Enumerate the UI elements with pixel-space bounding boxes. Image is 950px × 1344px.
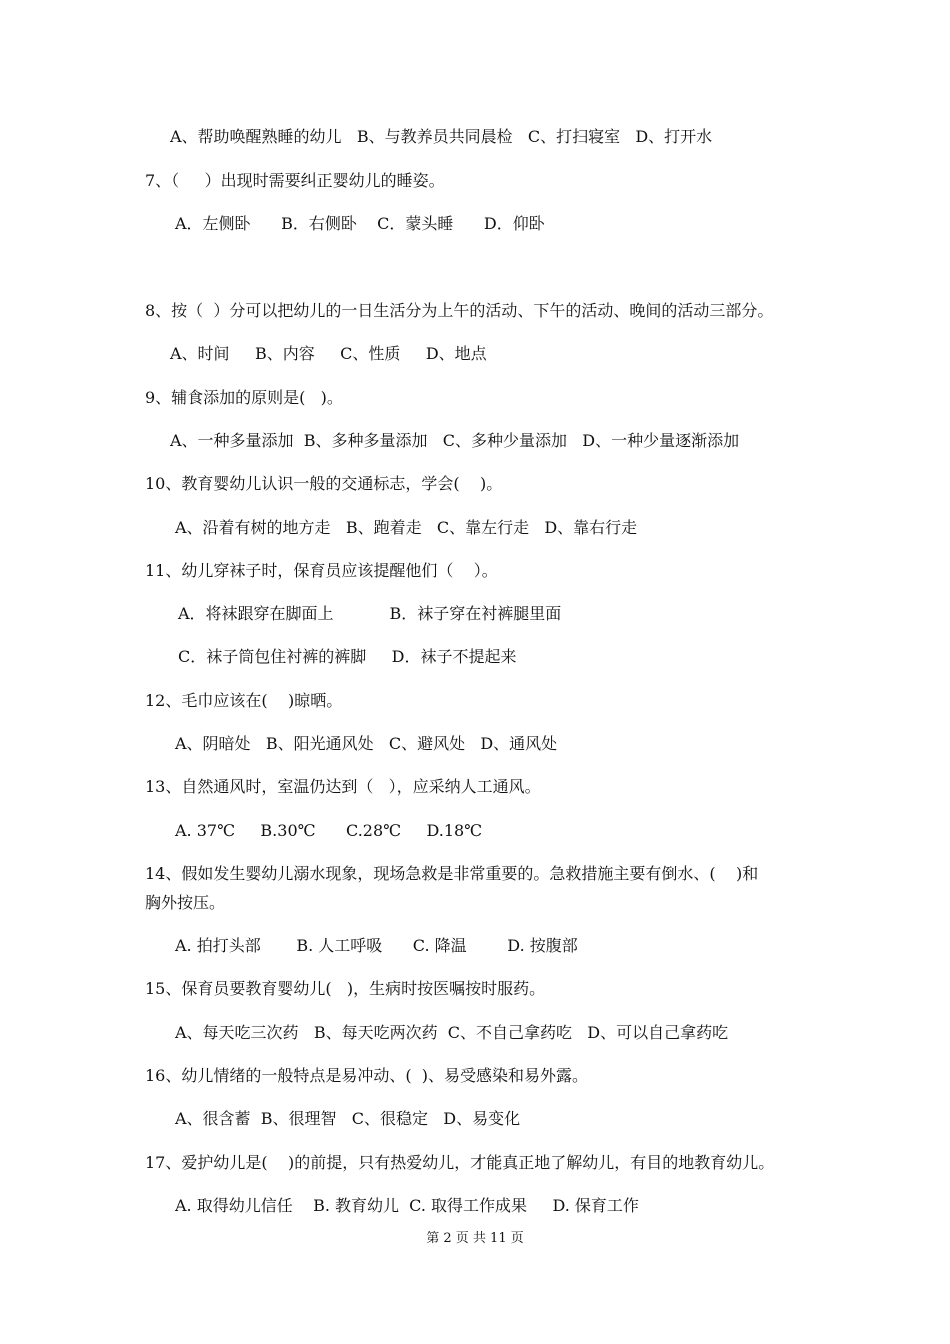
q8-options: A、时间 B、内容 C、性质 D、地点 — [170, 344, 487, 363]
q9-question: 9、辅食添加的原则是( )。 — [145, 388, 343, 407]
q14-options: A. 拍打头部 B. 人工呼吸 C. 降温 D. 按腹部 — [175, 936, 578, 955]
q14-question-cont: 胸外按压。 — [145, 893, 226, 912]
q13-options: A. 37℃ B.30℃ C.28℃ D.18℃ — [175, 821, 483, 840]
q17-options: A. 取得幼儿信任 B. 教育幼儿 C. 取得工作成果 D. 保育工作 — [175, 1196, 639, 1215]
q10-question: 10、教育婴幼儿认识一般的交通标志，学会( )。 — [145, 474, 503, 493]
q16-question: 16、幼儿情绪的一般特点是易冲动、( )、易受感染和易外露。 — [145, 1066, 589, 1085]
q7-question: 7、（ ）出现时需要纠正婴幼儿的睡姿。 — [145, 171, 445, 190]
page-footer: 第 2 页 共 11 页 — [426, 1231, 524, 1246]
q11-options-row1: A．将袜跟穿在脚面上 B．袜子穿在衬裤腿里面 — [178, 604, 562, 623]
q12-question: 12、毛巾应该在( )晾晒。 — [145, 691, 343, 710]
q17-question: 17、爱护幼儿是( )的前提，只有热爱幼儿，才能真正地了解幼儿，有目的地教育幼儿。 — [145, 1153, 775, 1172]
q15-options: A、每天吃三次药 B、每天吃两次药 C、不自己拿药吃 D、可以自己拿药吃 — [175, 1023, 729, 1042]
q14-question: 14、假如发生婴幼儿溺水现象，现场急救是非常重要的。急救措施主要有倒水、( )和 — [145, 864, 759, 883]
q7-options: A．左侧卧 B．右侧卧 C．蒙头睡 D．仰卧 — [175, 214, 545, 233]
q9-options: A、一种多量添加 B、多种多量添加 C、多种少量添加 D、一种少量逐渐添加 — [170, 431, 740, 450]
q13-question: 13、自然通风时，室温仍达到（ ），应采纳人工通风。 — [145, 777, 541, 796]
q11-question: 11、幼儿穿袜子时，保育员应该提醒他们（ ）。 — [145, 561, 498, 580]
q8-question: 8、按（ ）分可以把幼儿的一日生活分为上午的活动、下午的活动、晚间的活动三部分。 — [145, 301, 774, 320]
q6-options: A、帮助唤醒熟睡的幼儿 B、与教养员共同晨检 C、打扫寝室 D、打开水 — [170, 127, 713, 146]
q10-options: A、沿着有树的地方走 B、跑着走 C、靠左行走 D、靠右行走 — [175, 518, 638, 537]
q12-options: A、阴暗处 B、阳光通风处 C、避风处 D、通风处 — [175, 734, 558, 753]
q16-options: A、很含蓄 B、很理智 C、很稳定 D、易变化 — [175, 1109, 521, 1128]
q15-question: 15、保育员要教育婴幼儿( )，生病时按医嘱按时服药。 — [145, 979, 546, 998]
q11-options-row2: C．袜子筒包住衬裤的裤脚 D．袜子不提起来 — [178, 647, 517, 666]
